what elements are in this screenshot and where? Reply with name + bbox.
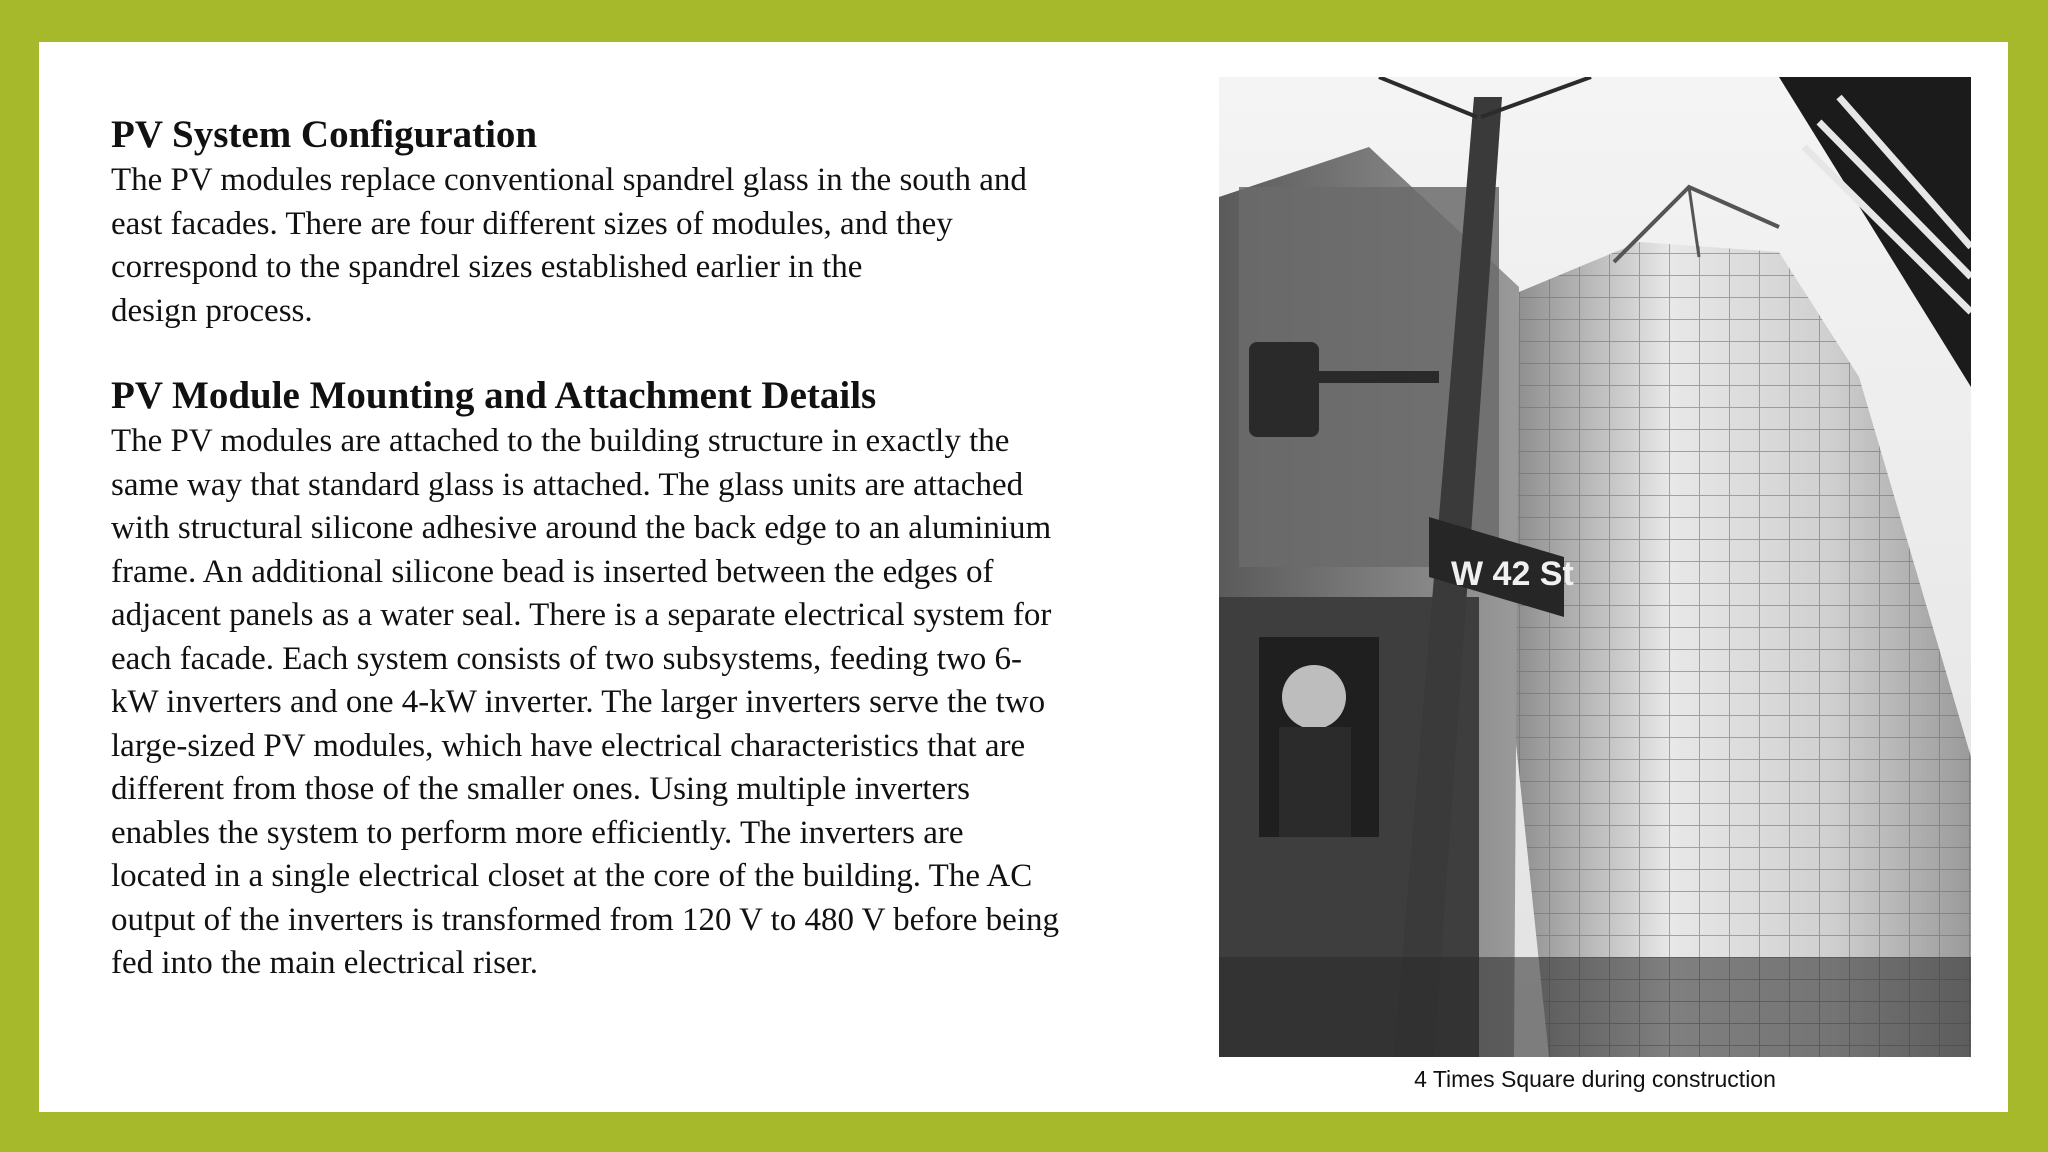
section-pv-module-mounting: [111, 374, 1211, 986]
street-sign-label: W 42 St: [1451, 555, 1574, 593]
section-title: PV Module Mounting and Attachment Details: [111, 374, 877, 417]
body-line: fed into the main electrical riser.: [111, 945, 538, 981]
section-body: [111, 420, 1211, 986]
slide: [39, 42, 2008, 1112]
body-line: kW inverters and one 4-kW inverter. The larger inverters serve the two: [111, 684, 1046, 720]
section-pv-system-configuration: [111, 113, 1211, 333]
body-line: same way that standard glass is attached. The glass units are attached: [111, 466, 1024, 503]
building-photo: [1219, 77, 1971, 1057]
section-title: PV System Configuration: [111, 113, 538, 156]
body-line: design process.: [111, 292, 313, 329]
body-line: frame. An additional silicone bead is inserted between the edges of: [111, 553, 994, 590]
body-line: output of the inverters is transformed from 120 V to 480 V before being: [111, 901, 1059, 938]
body-line: each facade. Each system consists of two subsystems, feeding two 6-: [111, 640, 1022, 677]
body-line: The PV modules are attached to the building structure in exactly the: [111, 423, 1010, 459]
body-line: with structural silicone adhesive around the back edge to an aluminium: [111, 510, 1052, 546]
body-line: located in a single electrical closet at the core of the building. The AC: [111, 858, 1033, 894]
text-column: [111, 113, 1211, 986]
body-line: enables the system to perform more efficiently. The inverters are: [111, 814, 964, 851]
body-line: large-sized PV modules, which have electrical characteristics that are: [111, 727, 1026, 764]
body-line: The PV modules replace conventional spandrel glass in the south and: [111, 162, 1027, 198]
body-line: correspond to the spandrel sizes established earlier in the: [111, 249, 863, 285]
body-line: adjacent panels as a water seal. There is a separate electrical system for: [111, 597, 1052, 633]
photo-caption: 4 Times Square during construction: [1414, 1066, 1776, 1092]
body-line: east facades. There are four different sizes of modules, and they: [111, 205, 953, 242]
body-line: different from those of the smaller ones. Using multiple inverters: [111, 771, 971, 807]
section-body: [111, 159, 1211, 333]
